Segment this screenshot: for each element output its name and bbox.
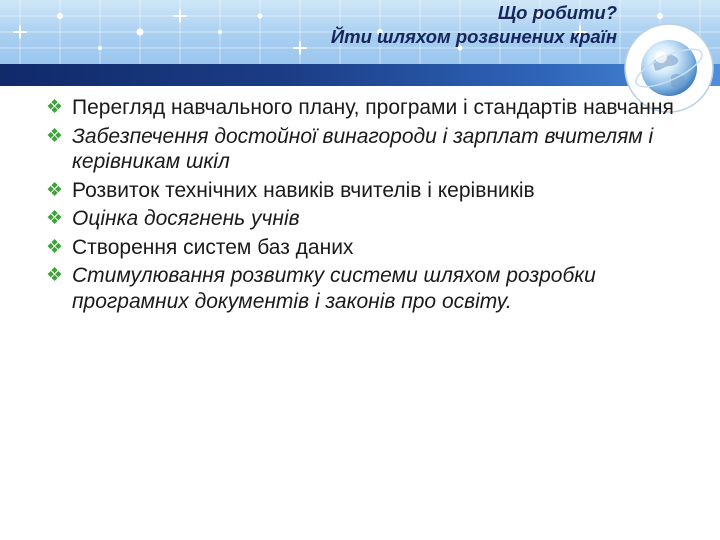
title-line-2: Йти шляхом розвинених країн: [330, 26, 617, 47]
title-line-1: Що робити?: [497, 2, 617, 23]
list-item-text: Перегляд навчального плану, програми і стандартів навчання: [72, 96, 674, 119]
list-item: [46, 178, 686, 204]
slide-title: [331, 1, 617, 49]
list-item: [46, 95, 686, 121]
list-item-text: Створення систем баз даних: [72, 235, 354, 259]
list-item: [46, 235, 686, 261]
list-item-text: Стимулювання розвитку системи шляхом розробки програмних документів і законів про освіту.: [72, 264, 596, 313]
list-item: [46, 206, 686, 232]
diamond-bullet-icon: ❖: [46, 208, 64, 229]
header-area: [0, 0, 720, 64]
diamond-bullet-icon: ❖: [46, 97, 64, 118]
list-item: [46, 263, 686, 314]
list-item-text: Розвиток технічних навиків вчителів і керівників: [72, 178, 535, 202]
bullet-list: [46, 95, 686, 317]
diamond-bullet-icon: ❖: [46, 125, 64, 147]
list-item-text: Оцінка досягнень учнів: [72, 207, 300, 230]
diamond-bullet-icon: ❖: [46, 179, 64, 201]
diamond-bullet-icon: ❖: [46, 265, 64, 286]
list-item: [46, 124, 686, 175]
list-item-text: Забезпечення достойної винагороди і зарплат вчителям і керівникам шкіл: [72, 124, 654, 173]
diamond-bullet-icon: ❖: [46, 236, 64, 258]
header-band: [0, 64, 720, 86]
